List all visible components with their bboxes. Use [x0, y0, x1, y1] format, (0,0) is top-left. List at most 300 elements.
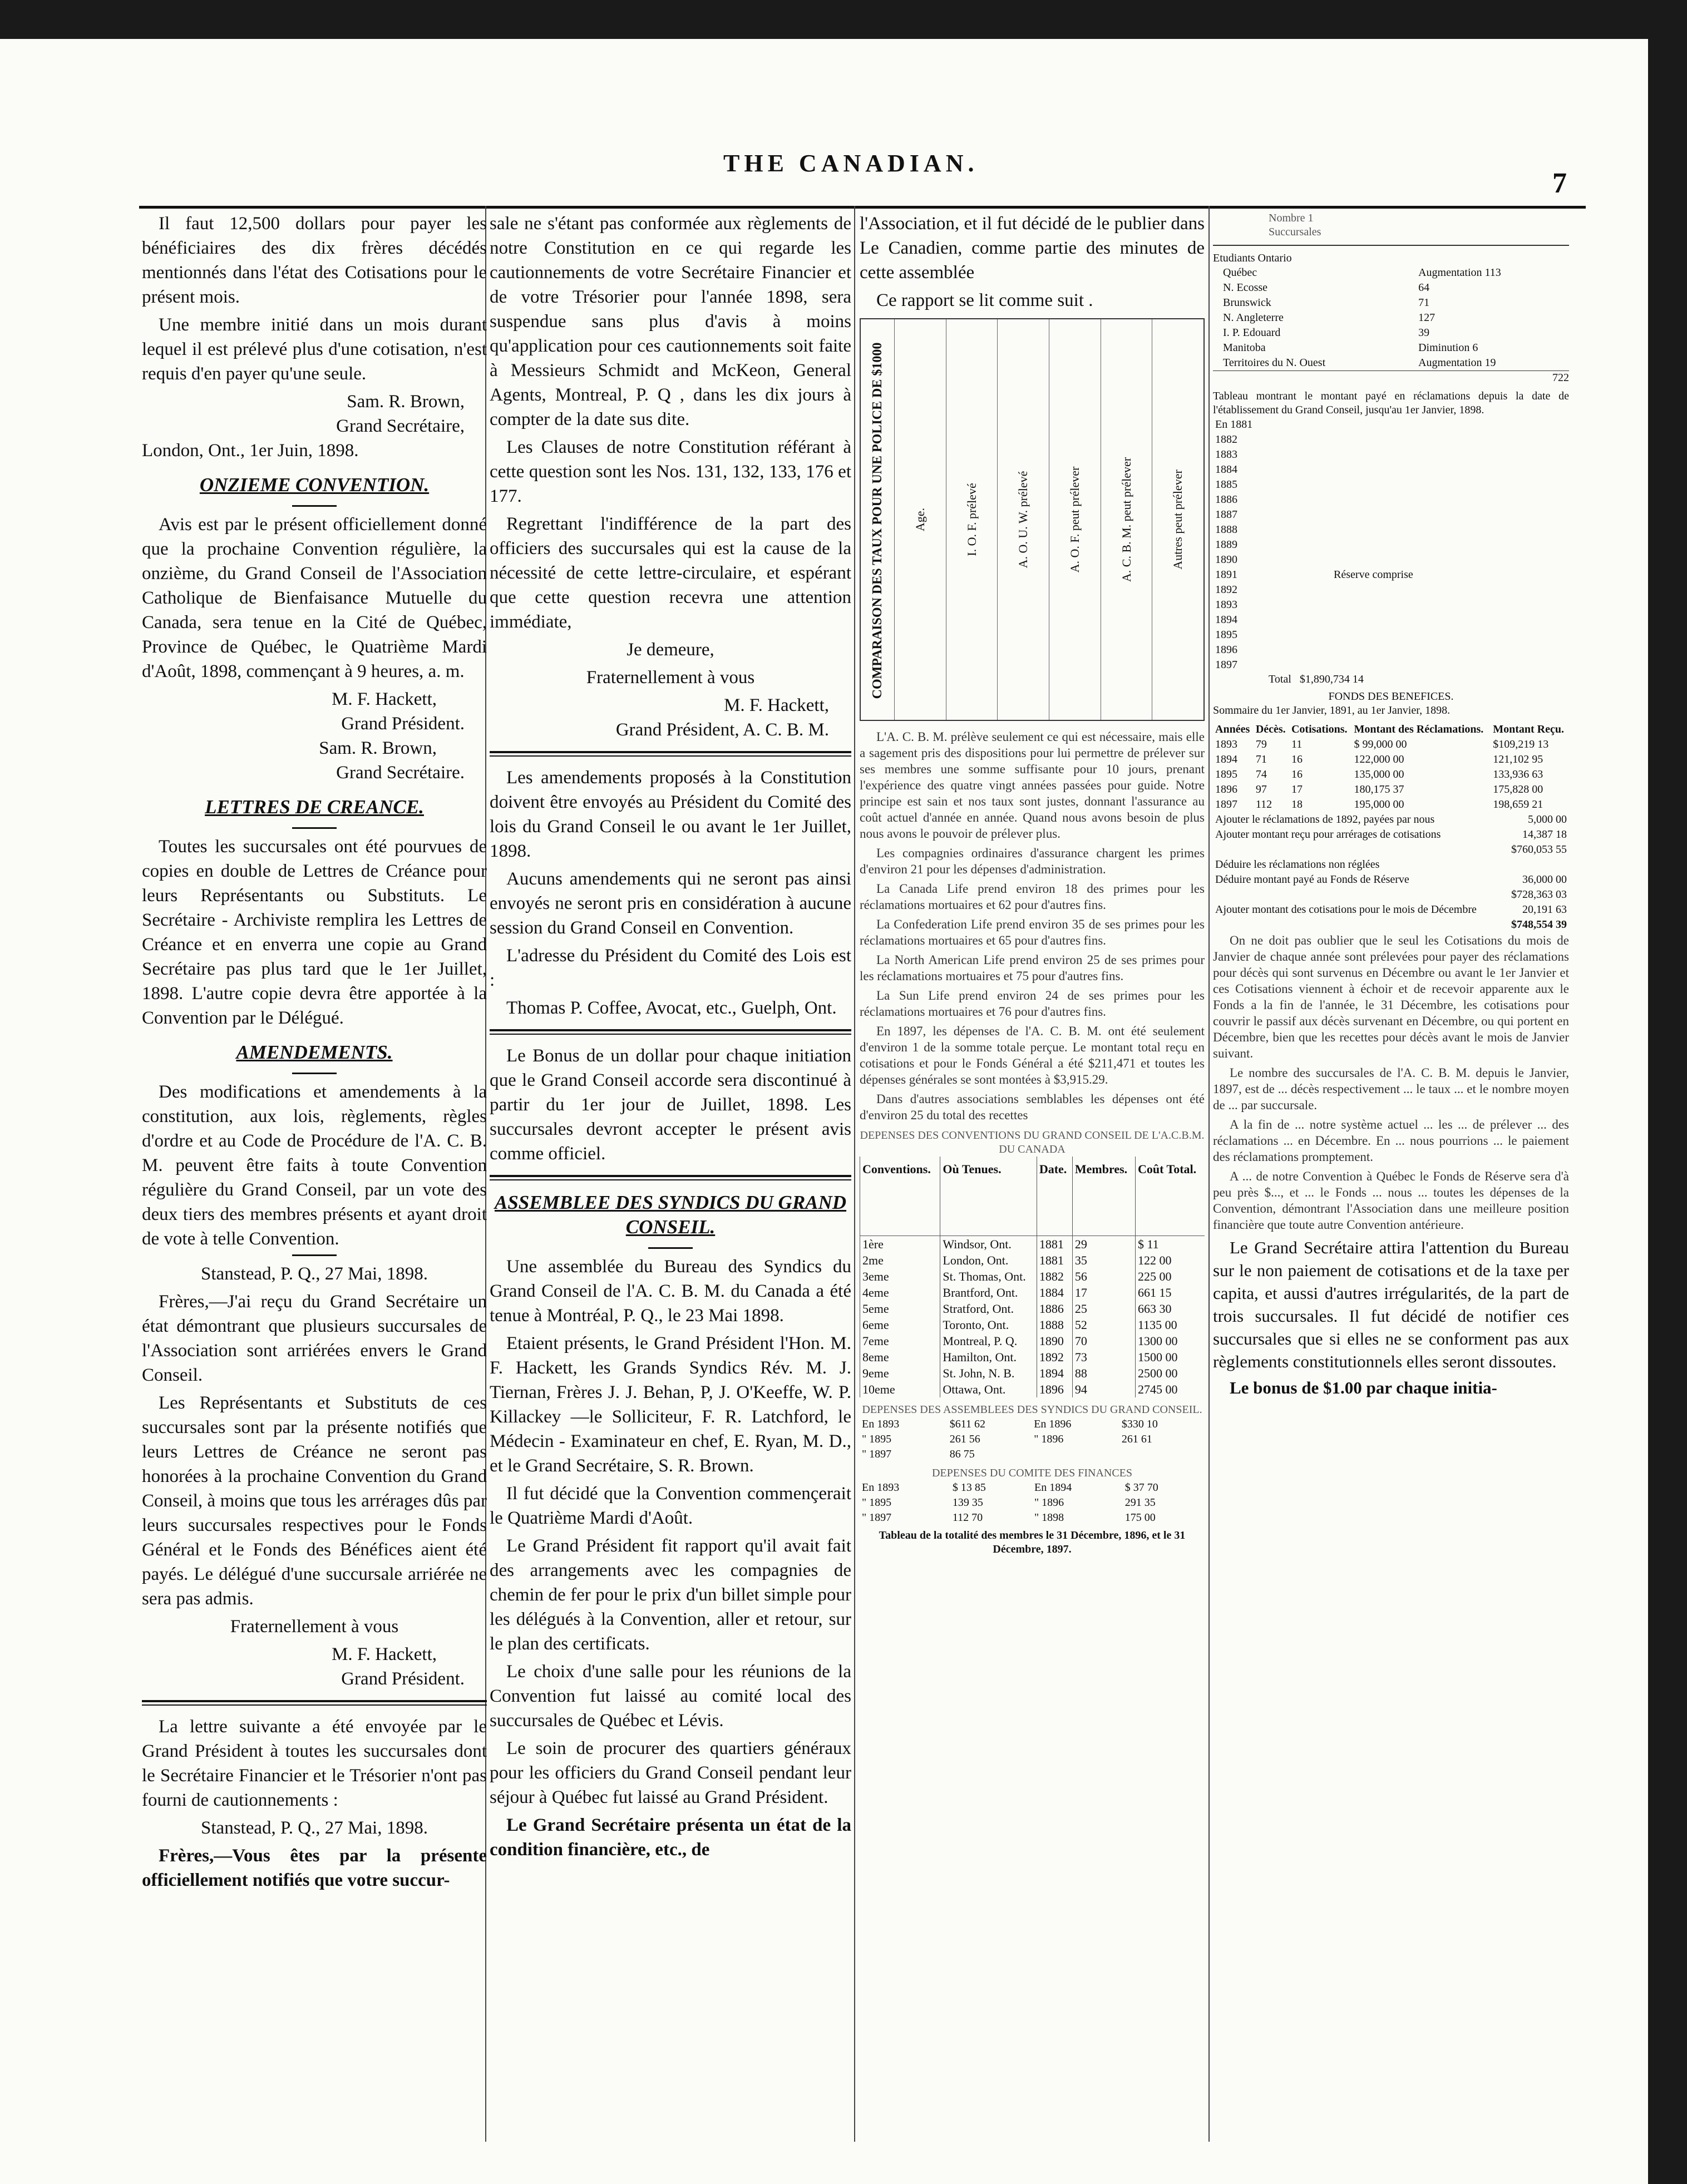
table-cell: 25 — [1072, 1301, 1135, 1317]
short-rule — [292, 505, 337, 507]
table-row — [1213, 552, 1569, 567]
table-cell: 1881 — [1037, 1236, 1072, 1253]
rate-column-header: Age. — [912, 507, 927, 532]
table-cell: 18 — [1291, 798, 1303, 811]
table-cell: 9eme — [860, 1365, 940, 1381]
adjust-value: 20,191 63 — [1522, 903, 1567, 916]
table-cell: Territoires du N. Ouest — [1223, 357, 1326, 369]
top-line: Nombre 1 — [1269, 212, 1314, 224]
table-row — [1213, 522, 1569, 537]
table-cell: St. Thomas, Ont. — [940, 1268, 1037, 1284]
paragraph: Le Grand Secrétaire présenta un état de la condition financière, etc., de — [490, 1815, 851, 1860]
year-cell: 1894 — [1215, 614, 1237, 626]
paragraph: Il faut 12,500 dollars pour payer les bénéficiaires des dix frères décédés mentionnés dans l'état des Cotisations pour le présent mois. — [142, 214, 487, 307]
paragraph: Dans d'autres associations semblables les dépenses ont été d'environ 25 du total des recettes — [860, 1092, 1205, 1122]
rate-column — [997, 319, 1049, 720]
signature-title: Grand Président. — [341, 714, 465, 734]
table-row — [1213, 567, 1569, 582]
table-cell — [1213, 325, 1221, 340]
table-cell: Toronto, Ont. — [940, 1317, 1037, 1333]
paragraph: Aucuns amendements qui ne seront pas ainsi envoyés ne seront pris en considération à aucune session du Grand Conseil en Convention. — [490, 869, 851, 938]
table-cell: 661 15 — [1135, 1284, 1205, 1301]
paragraph: On ne doit pas oublier que le seul les Cotisations du mois de Janvier de chaque année sont prélevées pour payer des réclamations pour décès qui sont survenus en Décembre ou avant le 1er Janvier et ces Cotisations viennent à échoir et de recevoir apparente aux le Fonds a la fin de l'année, le 31 Décembre, les cotisations pour couvrir le passif aux décès survenant en Décembre, ou qui portent en Décembre, bien que les recettes pour décès avant le mois de Janvier suivant. — [1213, 933, 1569, 1060]
table-cell: Augmentation 113 — [1418, 266, 1501, 279]
section-heading: LETTRES DE CREANCE. — [205, 796, 424, 818]
table-cell: " 1898 — [1034, 1511, 1064, 1524]
claims-total — [1213, 673, 1569, 686]
table-row — [860, 1236, 1205, 1253]
table-cell: 74 — [1255, 768, 1267, 780]
table-cell: " 1897 — [862, 1448, 892, 1460]
paragraph: En 1897, les dépenses de l'A. C. B. M. ont été seulement d'environ 1 de la somme totale perçue. Le montant total reçu en cotisations et pour le Fonds Général a été $211,471 et toutes les dépenses générales se sont montées à $3,915.29. — [860, 1024, 1205, 1086]
summary-table — [1213, 722, 1569, 812]
paragraph: La North American Life prend environ 25 de ses primes pour les réclamations mortuaires et 75 pour d'autres fins. — [860, 953, 1205, 983]
dateline: London, Ont., 1er Juin, 1898. — [142, 441, 359, 461]
paragraph: L'A. C. B. M. prélève seulement ce qui est nécessaire, mais elle a sagement pris des dispositions pour lui permettre de prélever sur ses membres une somme suffisante pour 10 jours, prenant l'expérience des quatre vingt années passées pour guide. Notre principe est sain et nos taux sont justes, donnant l'assurance au coût actuel d'année en année. Quand nous avons besoin de plus nous avons le pouvoir de prélever plus. — [860, 730, 1205, 841]
table-row — [860, 1432, 1205, 1447]
table-header: Années — [1215, 723, 1250, 735]
table-header: Où Tenues. — [940, 1157, 1037, 1236]
year-cell: 1882 — [1215, 433, 1237, 446]
table-row — [1213, 325, 1569, 340]
paragraph: Une membre initié dans un mois durant lequel il est prélevé plus d'une cotisation, n'est requis d'en payer qu'une seule. — [142, 315, 487, 384]
paragraph: Le nombre des succursales de l'A. C. B. M. depuis le Janvier, 1897, est de ... décès respectivement ... le taux ... et le nombre moyen de ... par succursale. — [1213, 1066, 1569, 1112]
table-row — [1213, 612, 1569, 627]
table-row — [1213, 265, 1569, 280]
table-cell: 139 35 — [952, 1496, 983, 1509]
paragraph: Frères,—J'ai reçu du Grand Secrétaire un état démontrant que plusieurs succursales de l'Association sont arriérées envers le Grand Conseil. — [142, 1292, 487, 1385]
paragraph: Le bonus de $1.00 par chaque initia- — [1230, 1378, 1497, 1397]
table-cell: 64 — [1418, 281, 1430, 294]
table-cell: 1894 — [1215, 753, 1237, 765]
note-cell — [1331, 582, 1569, 597]
paragraph: La lettre suivante a été envoyée par le Grand Président à toutes les succursales dont le Secrétaire Financier et le Trésorier n'ont pas fourni de cautionnements : — [142, 1717, 487, 1810]
note-cell — [1331, 597, 1569, 612]
note-cell — [1331, 417, 1569, 432]
table-cell: 1ère — [860, 1236, 940, 1253]
table-cell: 1500 00 — [1135, 1349, 1205, 1365]
table-cell: 2745 00 — [1135, 1381, 1205, 1397]
table-row — [1213, 340, 1569, 355]
table-cell: 1886 — [1037, 1301, 1072, 1317]
table-header: Coût Total. — [1135, 1157, 1205, 1236]
table-title: DEPENSES DES ASSEMBLEES DES SYNDICS DU GRAND CONSEIL. — [862, 1404, 1202, 1416]
table-cell: 122 00 — [1135, 1252, 1205, 1268]
table-cell: En 1894 — [1034, 1481, 1072, 1494]
year-cell: 1888 — [1215, 523, 1237, 536]
table-row — [1213, 417, 1569, 432]
year-cell: 1889 — [1215, 538, 1237, 551]
year-cell: 1885 — [1215, 478, 1237, 491]
column-4 — [1213, 211, 1569, 1402]
table-row — [1213, 280, 1569, 295]
rate-column — [1152, 319, 1203, 720]
table-header: Conventions. — [860, 1157, 940, 1236]
paragraph: sale ne s'étant pas conformée aux règlements de notre Constitution en ce qui regarde les cautionnements de votre Secrétaire Financier et de votre Trésorier pour l'année 1898, sera suspendue sans plus d'avis à moins qu'application pour ces cautionnements soit faite à Messieurs Schmidt and McKeon, General Agents, Montreal, P. Q , dans les dix jours à compter de la date sus dite. — [490, 214, 851, 429]
table-cell: 121,102 95 — [1493, 753, 1543, 765]
paragraph: l'Association, et il fut décidé de le publier dans Le Canadien, comme partie des minutes de cette assemblée — [860, 214, 1205, 283]
table-cell: Stratford, Ont. — [940, 1301, 1037, 1317]
paragraph: Regrettant l'indifférence de la part des officiers des succursales qui est la cause de la nécessité de cette lettre-circulaire, et espérant que cette question recevra une attention immédiate, — [490, 514, 851, 632]
table-cell — [1408, 295, 1416, 310]
table-cell: 1888 — [1037, 1317, 1072, 1333]
table-row — [1213, 643, 1569, 658]
summary-adjustments — [1213, 812, 1569, 932]
table-cell: 112 — [1255, 798, 1272, 811]
signature-title: Grand Secrétaire. — [336, 763, 465, 783]
notes-block — [1213, 932, 1569, 1233]
paragraph: Une assemblée du Bureau des Syndics du Grand Conseil de l'A. C. B. M. du Canada a été tenue à Montréal, P. Q., le 23 Mai 1898. — [490, 1257, 851, 1326]
table-cell: Québec — [1223, 266, 1257, 279]
table-cell: 2500 00 — [1135, 1365, 1205, 1381]
table-row — [1213, 295, 1569, 310]
table-row — [860, 1349, 1205, 1365]
table-cell: 88 — [1072, 1365, 1135, 1381]
rate-column-header: A. O. F. peut prélever — [1067, 466, 1082, 573]
rate-table-title: COMPARAISON DES TAUX POUR UNE POLICE DE $1000 — [870, 342, 885, 699]
table-cell: Hamilton, Ont. — [940, 1349, 1037, 1365]
table-cell: 1896 — [1215, 783, 1237, 795]
paragraph: Le Grand Président fit rapport qu'il avait fait des arrangements avec les compagnies de chemin de fer pour le prix d'un billet simple pour les délégués à la Convention, aller et retour, sur le plan des certificats. — [490, 1536, 851, 1654]
year-cell: 1887 — [1215, 508, 1237, 521]
paragraph: Le Grand Secrétaire attira l'attention du Bureau sur le non paiement de cotisations et de la taxe per capita, et aussi d'autres irrégularités, de la part de trois succursales. Il fut décidé de notifier ces succursales que si elles ne se conforment pas aux règlements constitutionnels elles seront dissoutes. — [1213, 1238, 1569, 1371]
section-heading: AMENDEMENTS. — [236, 1041, 393, 1063]
table-cell: 1893 — [1215, 738, 1237, 750]
table-row — [860, 1284, 1205, 1301]
paragraph: Le soin de procurer des quartiers généraux pour les officiers du Grand Conseil pendant leur séjour à Québec fut laissé au Grand Président. — [490, 1738, 851, 1807]
table-cell: 94 — [1072, 1381, 1135, 1397]
table-cell — [1213, 310, 1221, 325]
table-cell: 1892 — [1037, 1349, 1072, 1365]
note-cell — [1331, 462, 1569, 477]
paragraph: Les Représentants et Substituts de ces succursales sont par la présente notifiés que leurs Lettres de Créance ne seront pas honorées à la prochaine Convention du Grand Conseil, à moins que tous les arrérages dûs par leurs succursales respectives pour le Fonds Général et le Fonds des Bénéfices aient été payés. Le délégué d'une succursale arriérée ne sera pas admis. — [142, 1393, 487, 1609]
table-cell: 39 — [1418, 327, 1430, 339]
table-header: Montant des Réclamations. — [1354, 723, 1484, 735]
table-cell: N. Angleterre — [1223, 312, 1284, 324]
signature-title: Grand Secrétaire, — [336, 416, 465, 436]
convention-expenses-table — [860, 1157, 1205, 1397]
column-3 — [860, 211, 1205, 1557]
total-label: Total — [1269, 673, 1291, 685]
note-cell: Réserve comprise — [1334, 569, 1413, 581]
signature-name: Sam. R. Brown, — [319, 738, 437, 758]
note-cell — [1331, 447, 1569, 462]
table-row — [1213, 310, 1569, 325]
table-header: Cotisations. — [1291, 723, 1348, 735]
table-row — [860, 1510, 1205, 1525]
adjust-value: 36,000 00 — [1522, 873, 1567, 886]
note-cell — [1331, 643, 1569, 658]
section-heading: ASSEMBLEE DES SYNDICS DU GRAND CONSEIL. — [494, 1192, 847, 1238]
table-cell: 1894 — [1037, 1365, 1072, 1381]
rate-column — [946, 319, 998, 720]
table-cell: 97 — [1255, 783, 1267, 795]
province-header: Etudiants Ontario — [1213, 252, 1292, 264]
notes-block — [860, 729, 1205, 1123]
table-cell: 663 30 — [1135, 1301, 1205, 1317]
rate-column — [894, 319, 946, 720]
table-cell: " 1896 — [1034, 1433, 1064, 1445]
table-cell: 16 — [1291, 753, 1303, 765]
table-cell: En 1896 — [1034, 1418, 1072, 1430]
table-cell: 4eme — [860, 1284, 940, 1301]
note-cell — [1331, 477, 1569, 492]
table-cell — [1119, 1447, 1205, 1462]
closing: Fraternellement à vous — [230, 1617, 399, 1637]
table-cell: 1897 — [1215, 798, 1237, 811]
table-cell: " 1895 — [862, 1496, 892, 1509]
table-cell: 112 70 — [952, 1511, 983, 1524]
table-cell: 1300 00 — [1135, 1333, 1205, 1349]
adjust-value: 14,387 18 — [1522, 828, 1567, 841]
table-cell: " 1897 — [862, 1511, 892, 1524]
rate-table-columns — [894, 319, 1203, 720]
short-rule — [648, 1247, 693, 1249]
table-cell: 86 75 — [949, 1448, 975, 1460]
table-cell: 17 — [1291, 783, 1303, 795]
province-total: 722 — [1213, 370, 1569, 385]
table-cell — [1213, 280, 1221, 295]
table-row — [1213, 658, 1569, 673]
table-row — [1213, 432, 1569, 447]
table-cell: 261 56 — [949, 1433, 980, 1445]
rate-column-header: I. O. F. prélevé — [964, 483, 979, 556]
province-table — [1213, 265, 1569, 370]
note-cell — [1331, 522, 1569, 537]
table-cell: 261 61 — [1121, 1433, 1152, 1445]
table-cell: $ 37 70 — [1124, 1481, 1158, 1494]
table-cell: 2me — [860, 1252, 940, 1268]
double-rule — [142, 1700, 487, 1706]
scan-border-top — [0, 0, 1687, 39]
year-cell: 1891 — [1215, 569, 1237, 581]
table-row — [1213, 492, 1569, 507]
year-cell: 1897 — [1215, 659, 1237, 671]
top-block — [1213, 211, 1569, 239]
table-cell: 3eme — [860, 1268, 940, 1284]
paragraph: Le Bonus de un dollar pour chaque initiation que le Grand Conseil accorde sera discontinué à partir du 1er jour de Juillet, 1898. Les succursales devront accepter le présent avis comme officiel. — [490, 1046, 851, 1164]
assemblies-expenses-table — [860, 1417, 1205, 1462]
table-cell: 52 — [1072, 1317, 1135, 1333]
column-divider — [854, 206, 855, 2142]
table-cell: 180,175 37 — [1354, 783, 1404, 795]
adjust-label: Ajouter le réclamations de 1892, payées par nous — [1215, 813, 1435, 826]
table-cell: 133,936 63 — [1493, 768, 1543, 780]
section-heading: ONZIEME CONVENTION. — [199, 474, 430, 496]
note-cell — [1331, 627, 1569, 643]
paragraph: La Confederation Life prend environ 35 de ses primes pour les réclamations mortuaires et 65 pour d'autres fins. — [860, 917, 1205, 947]
table-row — [860, 1365, 1205, 1381]
table-row — [860, 1317, 1205, 1333]
table-cell: 127 — [1418, 312, 1436, 324]
paragraph: A ... de notre Convention à Québec le Fonds de Réserve sera d'à peu près $..., et ... le Fonds ... nous ... toutes les dépenses de la Convention, démontrant l'Association dans une meilleure position financière que toute autre Convention antérieure. — [1213, 1169, 1569, 1232]
table-cell — [1213, 340, 1221, 355]
adjust-label: Ajouter montant des cotisations pour le mois de Décembre — [1215, 903, 1477, 916]
dateline: Stanstead, P. Q., 27 Mai, 1898. — [201, 1264, 428, 1284]
table-cell: 16 — [1291, 768, 1303, 780]
table-cell: 291 35 — [1124, 1496, 1156, 1509]
table-header: Membres. — [1072, 1157, 1135, 1236]
paragraph: Avis est par le présent officiellement donné que la prochaine Convention régulière, la onzième, du Grand Conseil de l'Association Catholique de Bienfaisance Mutuelle du Canada, sera tenue en la Cité de Québec, Province de Québec, le Quatrième Mardi d'Août, 1898, commençant à 9 heures, a. m. — [142, 515, 487, 681]
table-row — [1213, 752, 1569, 767]
table-row — [860, 1480, 1205, 1495]
table-row — [1213, 462, 1569, 477]
table-cell: 8eme — [860, 1349, 940, 1365]
table-cell: 1884 — [1037, 1284, 1072, 1301]
note-cell — [1331, 612, 1569, 627]
caption: Tableau de la totalité des membres le 31 Décembre, 1896, et le 31 Décembre, 1897. — [879, 1529, 1186, 1555]
signature-name: M. F. Hackett, — [332, 1644, 437, 1664]
table-cell — [1408, 280, 1416, 295]
table-cell: 198,659 21 — [1493, 798, 1543, 811]
table-cell — [1408, 265, 1416, 280]
table-row — [860, 1252, 1205, 1268]
table-cell: N. Ecosse — [1223, 281, 1268, 294]
paragraph: Toutes les succursales ont été pourvues de copies en double de Lettres de Créance pour leurs Représentants ou Substituts. Le Secrétaire - Archiviste remplira les Lettres de Créance et en enverra une copie au Grand Secrétaire pas plus tard que le 1er Juillet, 1898. L'autre copie devra être apportée à la Convention par le Délégué. — [142, 837, 487, 1028]
table-cell: I. P. Edouard — [1223, 327, 1281, 339]
table-row — [1213, 447, 1569, 462]
paragraph: La Sun Life prend environ 24 de ses primes pour les réclamations mortuaires et 76 pour d'autres fins. — [860, 989, 1205, 1019]
table-cell: 1881 — [1037, 1252, 1072, 1268]
grand-total: $748,554 39 — [1511, 918, 1567, 931]
table-cell: Manitoba — [1223, 342, 1266, 354]
rate-column — [1049, 319, 1101, 720]
subtotal: $728,363 03 — [1511, 888, 1567, 901]
table-cell: 71 — [1255, 753, 1267, 765]
signature-title: Grand Président. — [341, 1669, 465, 1689]
table-cell: 56 — [1072, 1268, 1135, 1284]
table-row — [1213, 477, 1569, 492]
table-cell — [1408, 355, 1416, 370]
double-rule — [490, 1175, 851, 1180]
table-row — [860, 1447, 1205, 1462]
year-cell: 1895 — [1215, 629, 1237, 641]
table-cell: 71 — [1418, 297, 1430, 309]
table-row — [1213, 627, 1569, 643]
subtotal: $760,053 55 — [1511, 843, 1567, 856]
adjust-label: Déduire les réclamations non réglées — [1215, 858, 1380, 871]
year-cell: 1886 — [1215, 493, 1237, 506]
fonds-title: FONDS DES BENEFICES. — [1328, 690, 1454, 703]
newspaper-title: THE CANADIAN. — [723, 150, 979, 177]
table-header: Montant Reçu. — [1493, 723, 1564, 735]
table-cell: Ottawa, Ont. — [940, 1381, 1037, 1397]
table-cell: 122,000 00 — [1354, 753, 1404, 765]
paragraph: A la fin de ... notre système actuel ... les ... de prélever ... des réclamations ... en Décembre. En ... nous pourrions ... le paiement des réclamations promptement. — [1213, 1118, 1569, 1164]
table-cell: 175 00 — [1124, 1511, 1156, 1524]
table-row — [1213, 782, 1569, 797]
paragraph: Frères,—Vous êtes par la présente officiellement notifiés que votre succur- — [142, 1846, 487, 1890]
adjust-value: 5,000 00 — [1528, 813, 1567, 826]
table-cell — [1032, 1447, 1119, 1462]
table-cell: 135,000 00 — [1354, 768, 1404, 780]
table-row — [1213, 737, 1569, 752]
table-cell: 7eme — [860, 1333, 940, 1349]
table-row — [1213, 767, 1569, 782]
table-cell: Brunswick — [1223, 297, 1271, 309]
table-cell: $ 99,000 00 — [1354, 738, 1407, 750]
table-cell: 35 — [1072, 1252, 1135, 1268]
table-cell: Brantford, Ont. — [940, 1284, 1037, 1301]
short-rule — [292, 827, 337, 829]
claims-years-table — [1213, 417, 1569, 673]
paragraph: L'adresse du Président du Comité des Lois est : — [490, 946, 851, 990]
header-rule — [139, 206, 1586, 209]
note-cell — [1331, 432, 1569, 447]
year-cell: En 1881 — [1215, 418, 1253, 431]
table-row — [1213, 597, 1569, 612]
paragraph: Les amendements proposés à la Constitution doivent être envoyés au Président du Comité des lois du Grand Conseil le ou avant le 1er Juillet, 1898. — [490, 768, 851, 861]
year-cell: 1890 — [1215, 554, 1237, 566]
adjust-label: Déduire montant payé au Fonds de Réserve — [1215, 873, 1409, 886]
table-cell: 225 00 — [1135, 1268, 1205, 1284]
table-cell: London, Ont. — [940, 1252, 1037, 1268]
table-cell — [1408, 340, 1416, 355]
table-cell: 1882 — [1037, 1268, 1072, 1284]
double-rule — [490, 751, 851, 757]
finance-expenses-table — [860, 1480, 1205, 1525]
table-cell: 1890 — [1037, 1333, 1072, 1349]
table-cell: Augmentation 19 — [1418, 357, 1496, 369]
table-cell: $611 62 — [949, 1418, 985, 1430]
year-cell: 1893 — [1215, 599, 1237, 611]
closing: Fraternellement à vous — [586, 668, 755, 688]
table-cell: 175,828 00 — [1493, 783, 1543, 795]
table-cell: Diminution 6 — [1418, 342, 1478, 354]
table-cell — [1213, 355, 1221, 370]
table-cell: " 1896 — [1034, 1496, 1064, 1509]
table-cell: 17 — [1072, 1284, 1135, 1301]
year-cell: 1884 — [1215, 463, 1237, 476]
scan-border-right — [1648, 0, 1687, 2184]
rate-column-header: A. O. U. W. prélevé — [1016, 471, 1030, 569]
adjust-label: Ajouter montant reçu pour arrérages de cotisations — [1215, 828, 1441, 841]
table-cell: " 1895 — [862, 1433, 892, 1445]
table-row — [860, 1417, 1205, 1432]
table-cell: Windsor, Ont. — [940, 1236, 1037, 1253]
table-cell — [1213, 295, 1221, 310]
year-cell: 1883 — [1215, 448, 1237, 461]
table-cell — [1408, 325, 1416, 340]
table-row — [1213, 507, 1569, 522]
table-row — [1213, 797, 1569, 812]
paragraph: Des modifications et amendements à la constitution, aux lois, règlements, règles d'ordre et au Code de Procédure de l'A. C. B. M. peuvent être faits à toute Convention régulière du Grand Conseil, par un vote des deux tiers des membres présents et ayant droit de vote à telle Convention. — [142, 1082, 487, 1249]
table-header: Date. — [1037, 1157, 1072, 1236]
signature-name: Sam. R. Brown, — [347, 392, 465, 412]
paragraph: Ce rapport se lit comme suit . — [876, 290, 1093, 310]
table-row — [860, 1381, 1205, 1397]
table-row — [1213, 582, 1569, 597]
table-cell: 1135 00 — [1135, 1317, 1205, 1333]
short-rule — [292, 1073, 337, 1074]
table-row — [860, 1333, 1205, 1349]
rate-column-header: Autres peut prélever — [1171, 470, 1185, 570]
table-row — [1213, 537, 1569, 552]
table-row — [860, 1268, 1205, 1284]
rate-column — [1101, 319, 1152, 720]
note-cell — [1331, 492, 1569, 507]
short-rule — [292, 1254, 337, 1256]
signature-name: M. F. Hackett, — [724, 695, 829, 715]
table-cell: En 1893 — [862, 1418, 900, 1430]
dateline: Stanstead, P. Q., 27 Mai, 1898. — [201, 1818, 428, 1838]
rate-column-header: A. C. B. M. peut prélever — [1119, 457, 1133, 582]
column-1 — [142, 211, 487, 1896]
table-cell: 11 — [1291, 738, 1303, 750]
paragraph: Les Clauses de notre Constitution référant à cette question sont les Nos. 131, 132, 133, 176 et 177. — [490, 437, 851, 506]
paragraph: Il fut décidé que la Convention commençerait le Quatrième Mardi d'Août. — [490, 1484, 851, 1528]
signature-name: M. F. Hackett, — [332, 689, 437, 709]
